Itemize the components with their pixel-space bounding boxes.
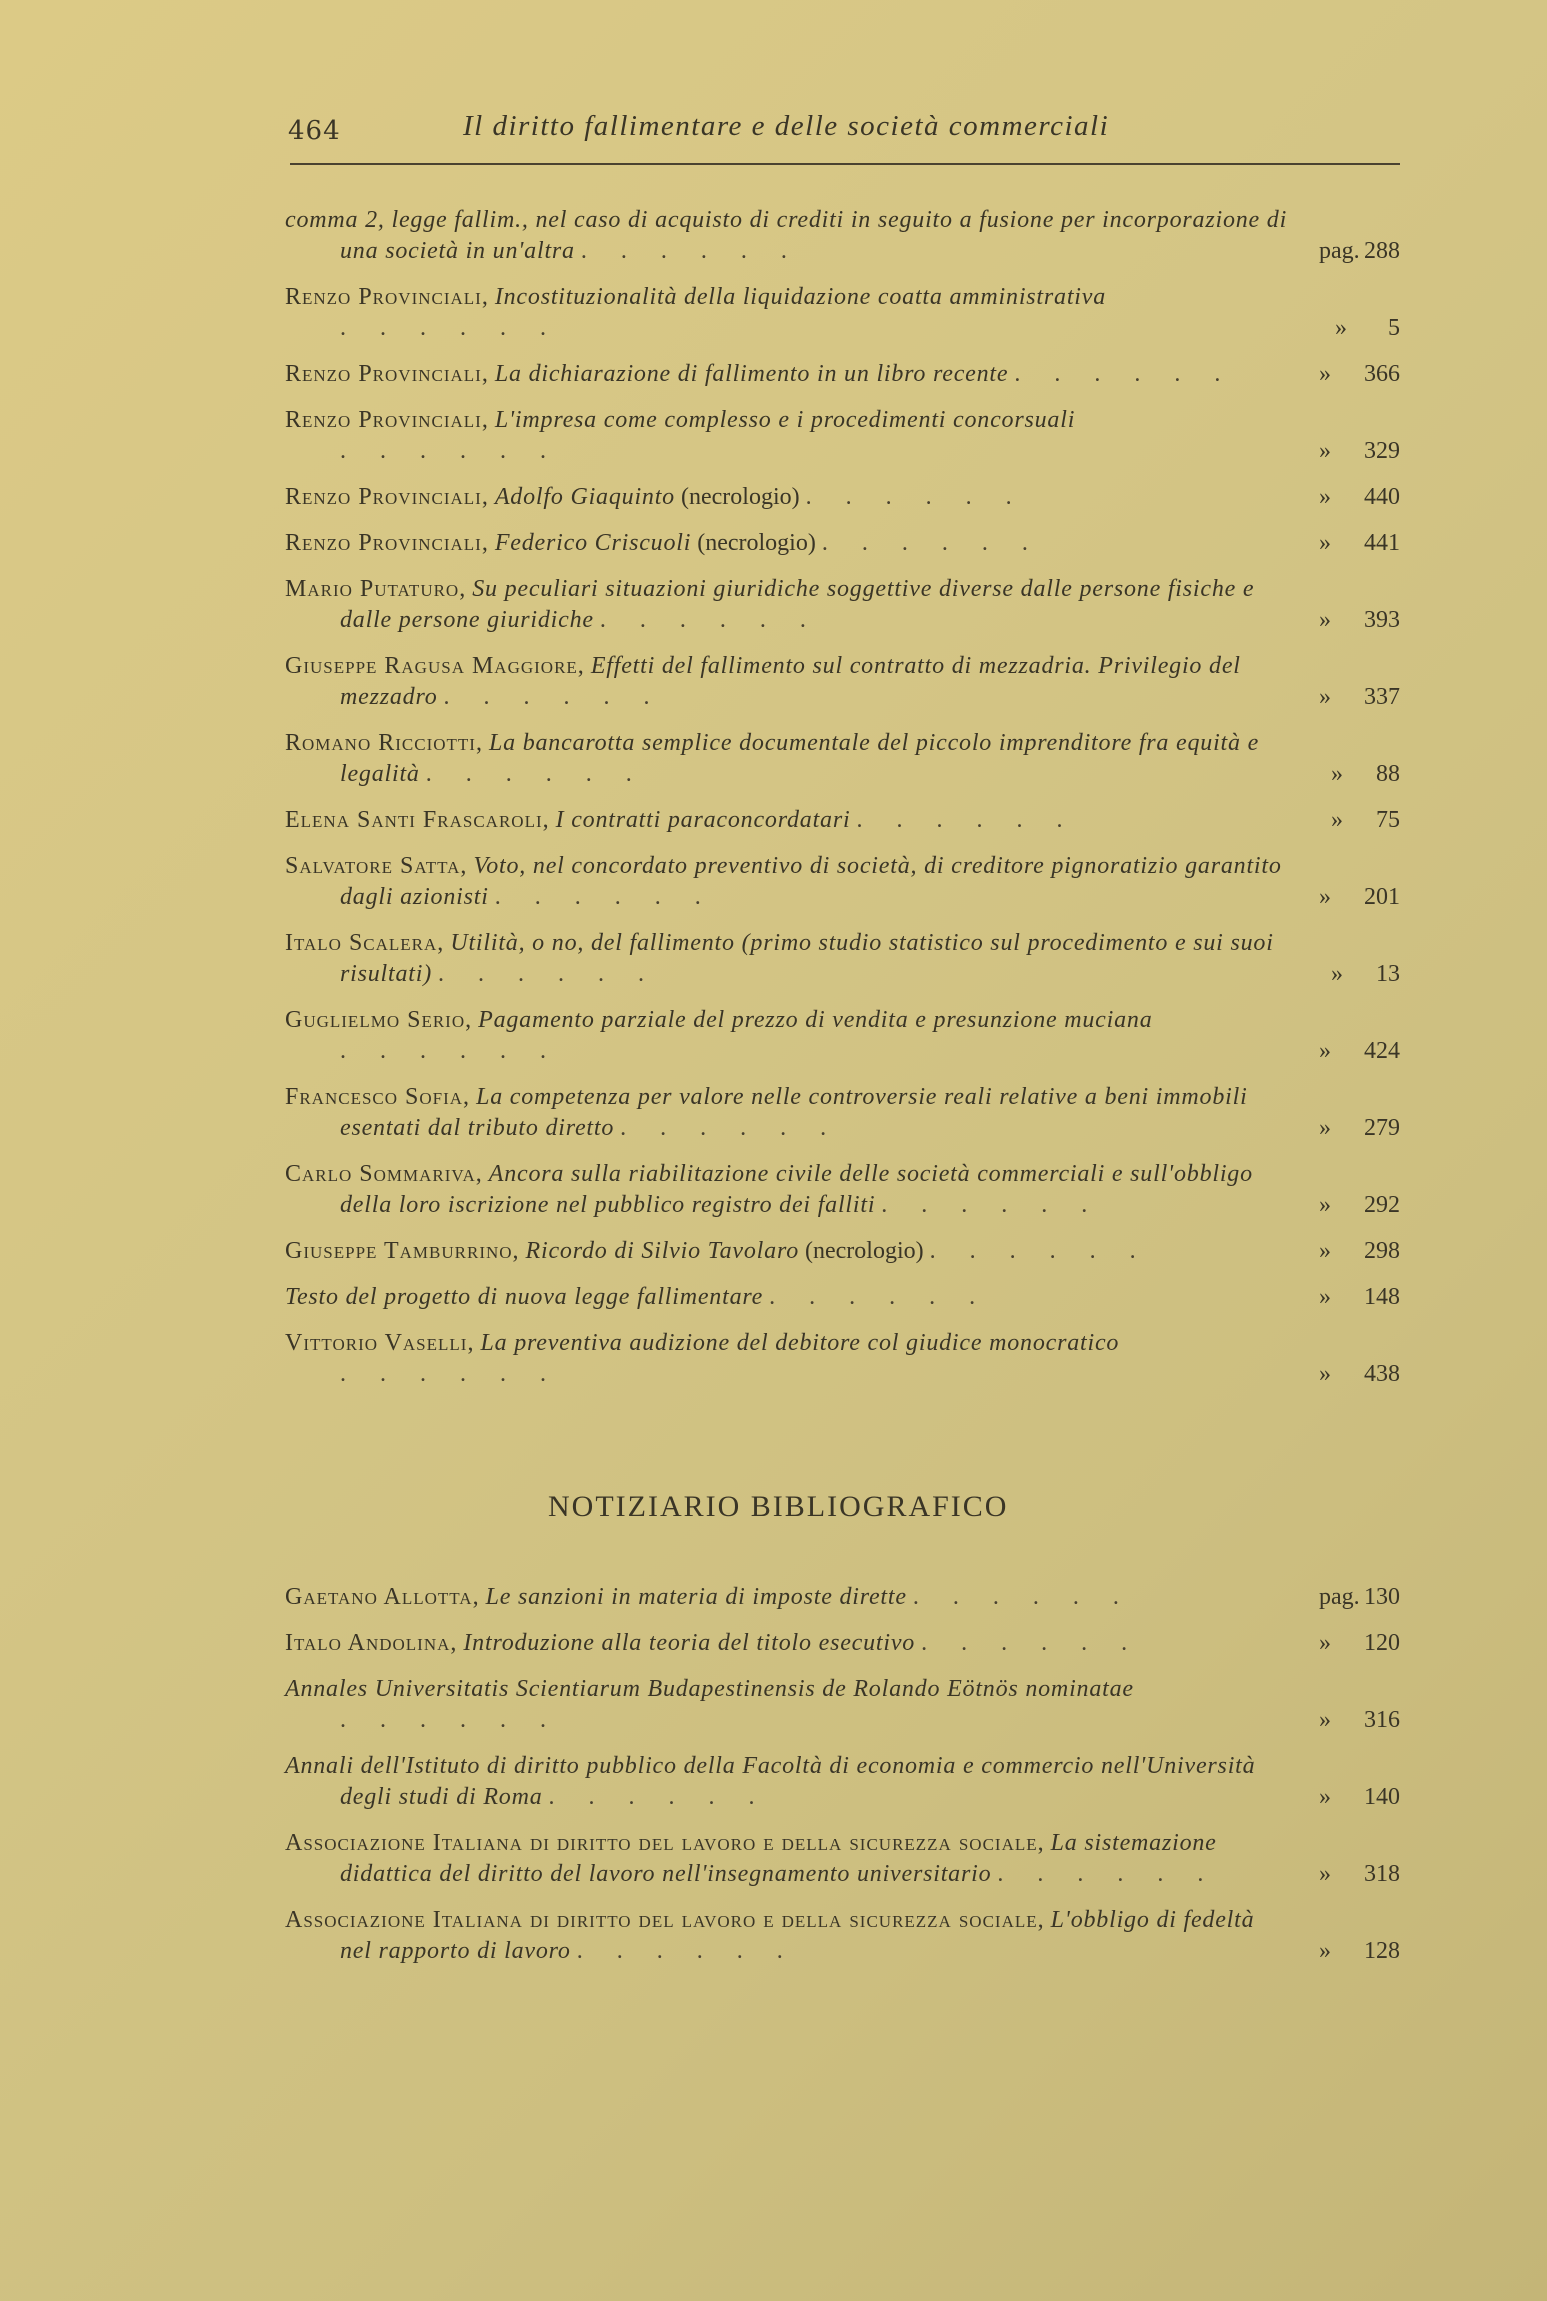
entry-page [1289,236,1400,267]
index-entry [285,1905,1400,1967]
entry-title: comma 2, legge fallim., nel caso di acquisto di crediti in seguito a fusione per incorporazione di una società in un'altra [285,207,1288,264]
index-list [285,205,1400,1405]
page-ref: 424 [1364,1038,1400,1064]
index-entry [285,728,1400,790]
entry-author: Renzo Provinciali, [285,284,489,310]
index-entry [285,405,1400,467]
dot-leader: . . . . . . [340,438,560,464]
page-ref: 441 [1364,530,1400,556]
page-ref: 288 [1364,238,1400,264]
entry-page [1301,805,1400,836]
entry-title: Annali dell'Istituto di diritto pubblico della Facoltà di economia e commercio nell'Università degli studi di Roma [285,1753,1256,1810]
entry-title: Effetti del fallimento sul contratto di mezzadria. Privilegio del mezzadro [340,653,1241,710]
page-ref: 5 [1388,315,1400,341]
entry-title: La competenza per valore nelle controversie reali relative a beni immobili esentati dal tributo diretto [340,1084,1248,1141]
running-header [288,108,1248,158]
entry-page [1301,759,1400,790]
entry-title: Ricordo di Silvio Tavolaro [525,1238,799,1264]
entry-page [1289,882,1400,913]
dot-leader: . . . . . . [580,238,801,264]
entry-text [285,205,1289,267]
entry-title: La dichiarazione di fallimento in un libro recente [494,361,1009,387]
entry-author: Carlo Sommariva, [285,1161,483,1187]
index-entry [285,1282,1400,1313]
page-prefix: » [1319,1361,1331,1387]
entry-text [285,359,1289,390]
entry-page [1289,1582,1400,1613]
dot-leader: . . . . . . [856,807,1077,833]
page-ref: 316 [1364,1707,1400,1733]
bibliography-list [285,1582,1400,1982]
entry-author: Associazione Italiana di diritto del lavoro e della sicurezza sociale, [285,1907,1045,1933]
index-entry [285,1628,1400,1659]
index-entry [285,1751,1400,1813]
dot-leader: . . . . . . [881,1192,1102,1218]
entry-page [1289,528,1400,559]
entry-author: Gaetano Allotta, [285,1584,480,1610]
entry-page [1301,959,1400,990]
dot-leader: . . . . . . [340,1707,560,1733]
entry-note: (necrologio) [697,530,816,556]
page-number: 464 [288,116,341,146]
dot-leader: . . . . . . [494,884,715,910]
header-rule [290,163,1400,165]
dot-leader: . . . . . . [438,961,659,987]
page-prefix: » [1319,1630,1331,1656]
dot-leader: . . . . . . [921,1630,1142,1656]
dot-leader: . . . . . . [548,1784,769,1810]
entry-title: Le sanzioni in materia di imposte dirette [485,1584,907,1610]
entry-text [285,1236,1289,1267]
page-ref: 140 [1364,1784,1400,1810]
entry-title: Incostituzionalità della liquidazione coatta amministrativa [494,284,1107,310]
page-ref: 120 [1364,1630,1400,1656]
entry-title: Utilità, o no, del fallimento (primo studio statistico sul procedimento e sui suoi risultati) [340,930,1274,987]
page-prefix: pag. [1319,1584,1360,1610]
entry-title: La sistemazione didattica del diritto del lavoro nell'insegnamento universitario [340,1830,1217,1887]
entry-text [285,728,1301,790]
entry-author: Vittorio Vaselli, [285,1330,475,1356]
dot-leader: . . . . . . [340,1361,560,1387]
index-entry [285,1005,1400,1067]
index-entry [285,1236,1400,1267]
dot-leader: . . . . . . [576,1938,797,1964]
page-prefix: » [1319,1784,1331,1810]
entry-text [285,1905,1289,1967]
entry-text [285,1628,1289,1659]
dot-leader: . . . . . . [340,1038,560,1064]
entry-page [1289,1236,1400,1267]
entry-title: I contratti paraconcordatari [555,807,851,833]
entry-author: Renzo Provinciali, [285,484,489,510]
entry-text [285,1159,1289,1221]
entry-note: (necrologio) [805,1238,924,1264]
page-prefix: » [1319,884,1331,910]
page-ref: 279 [1364,1115,1400,1141]
entry-page [1289,1190,1400,1221]
page-prefix: » [1319,438,1331,464]
page-prefix: » [1335,315,1347,341]
entry-title: Testo del progetto di nuova legge fallimentare [285,1284,764,1310]
dot-leader: . . . . . . [425,761,646,787]
page-ref: 130 [1364,1584,1400,1610]
page-ref: 292 [1364,1192,1400,1218]
page-prefix: » [1331,807,1343,833]
entry-title: Voto, nel concordato preventivo di società, di creditore pignoratizio garantito dagli azionisti [340,853,1282,910]
entry-title: La bancarotta semplice documentale del piccolo imprenditore fra equità e legalità [340,730,1260,787]
page-prefix: » [1319,1038,1331,1064]
dot-leader: . . . . . . [340,315,560,341]
entry-page [1289,1359,1400,1390]
entry-author: Renzo Provinciali, [285,407,489,433]
index-entry [285,1328,1400,1390]
entry-note: (necrologio) [680,484,800,510]
dot-leader: . . . . . . [912,1584,1133,1610]
index-entry [285,282,1400,344]
entry-text [285,1082,1289,1144]
entry-text [285,1674,1289,1736]
dot-leader: . . . . . . [1014,361,1235,387]
entry-title: Su peculiari situazioni giuridiche soggettive diverse dalle persone fisiche e dalle persone giuridiche [340,576,1255,633]
page-prefix: » [1319,530,1331,556]
entry-page [1289,1782,1400,1813]
index-entry [285,1828,1400,1890]
dot-leader: . . . . . . [821,530,1042,556]
index-entry [285,928,1400,990]
entry-text [285,1282,1289,1313]
entry-title: Ancora sulla riabilitazione civile delle società commerciali e sull'obbligo della loro iscrizione nel pubblico registro dei falliti [340,1161,1253,1218]
page-ref: 337 [1364,684,1400,710]
index-entry [285,1082,1400,1144]
page-ref: 438 [1364,1361,1400,1387]
index-entry [285,851,1400,913]
entry-text [285,482,1289,513]
entry-title: Annales Universitatis Scientiarum Budapestinensis de Rolando Eötnös nominatae [285,1676,1134,1702]
index-entry [285,805,1400,836]
entry-author: Francesco Sofia, [285,1084,471,1110]
page-ref: 440 [1364,484,1400,510]
index-entry [285,1582,1400,1613]
entry-page [1289,359,1400,390]
page-ref: 128 [1364,1938,1400,1964]
index-entry [285,482,1400,513]
dot-leader: . . . . . . [997,1861,1218,1887]
dot-leader: . . . . . . [443,684,664,710]
entry-author: Renzo Provinciali, [285,530,489,556]
section-heading: NOTIZIARIO BIBLIOGRAFICO [548,1490,1009,1523]
entry-page [1289,1936,1400,1967]
entry-author: Renzo Provinciali, [285,361,489,387]
entry-page [1289,482,1400,513]
entry-text [285,1751,1289,1813]
entry-title: Introduzione alla teoria del titolo esecutivo [463,1630,916,1656]
entry-author: Elena Santi Frascaroli, [285,807,550,833]
entry-author: Italo Scalera, [285,930,445,956]
entry-page [1289,605,1400,636]
index-entry [285,359,1400,390]
entry-text [285,1582,1289,1613]
entry-text [285,405,1289,467]
entry-title: L'impresa come complesso e i procedimenti concorsuali [494,407,1076,433]
page-prefix: » [1319,1238,1331,1264]
entry-author: Guglielmo Serio, [285,1007,473,1033]
page-prefix: » [1319,1284,1331,1310]
entry-text [285,805,1301,836]
entry-page [1289,1282,1400,1313]
index-entry [285,205,1400,267]
dot-leader: . . . . . . [769,1284,990,1310]
page-prefix: » [1319,684,1331,710]
page-ref: 13 [1376,961,1400,987]
entry-text [285,1005,1289,1067]
page-prefix: » [1331,961,1343,987]
entry-author: Mario Putaturo, [285,576,467,602]
index-entry [285,1159,1400,1221]
dot-leader: . . . . . . [620,1115,841,1141]
entry-page [1289,1859,1400,1890]
page-ref: 366 [1364,361,1400,387]
page-prefix: » [1319,607,1331,633]
entry-title: La preventiva audizione del debitore col giudice monocratico [480,1330,1120,1356]
entry-page [1305,313,1400,344]
entry-page [1289,1705,1400,1736]
entry-author: Romano Ricciotti, [285,730,483,756]
page-ref: 88 [1376,761,1400,787]
entry-title: Adolfo Giaquinto [494,484,675,510]
entry-author: Giuseppe Tamburrino, [285,1238,520,1264]
entry-author: Associazione Italiana di diritto del lavoro e della sicurezza sociale, [285,1830,1045,1856]
page-prefix: » [1319,361,1331,387]
index-entry [285,651,1400,713]
page-ref: 393 [1364,607,1400,633]
entry-author: Giuseppe Ragusa Maggiore, [285,653,585,679]
page-prefix: » [1319,1938,1331,1964]
entry-author: Salvatore Satta, [285,853,468,879]
index-entry [285,528,1400,559]
page-ref: 318 [1364,1861,1400,1887]
entry-title: L'obbligo di fedeltà nel rapporto di lavoro [340,1907,1255,1964]
page-prefix: » [1319,1115,1331,1141]
page-prefix: » [1319,484,1331,510]
entry-title: Federico Criscuoli [494,530,692,556]
entry-page [1289,436,1400,467]
dot-leader: . . . . . . [805,484,1026,510]
entry-author: Italo Andolina, [285,1630,458,1656]
page-prefix: » [1319,1707,1331,1733]
page-ref: 75 [1376,807,1400,833]
dot-leader: . . . . . . [599,607,820,633]
index-entry [285,1674,1400,1736]
index-entry [285,574,1400,636]
entry-page [1289,1628,1400,1659]
page-prefix: pag. [1319,238,1360,264]
entry-text [285,851,1289,913]
page-ref: 201 [1364,884,1400,910]
entry-text [285,928,1301,990]
entry-page [1289,682,1400,713]
entry-page [1289,1113,1400,1144]
page-ref: 298 [1364,1238,1400,1264]
page-prefix: » [1319,1192,1331,1218]
entry-text [285,574,1289,636]
entry-text [285,282,1305,344]
dot-leader: . . . . . . [929,1238,1150,1264]
page-ref: 148 [1364,1284,1400,1310]
entry-text [285,528,1289,559]
page-prefix: » [1319,1861,1331,1887]
entry-page [1289,1036,1400,1067]
entry-text [285,1828,1289,1890]
page-prefix: » [1331,761,1343,787]
entry-text [285,1328,1289,1390]
entry-text [285,651,1289,713]
running-title: Il diritto fallimentare e delle società commerciali [463,110,1110,142]
entry-title: Pagamento parziale del prezzo di vendita e presunzione muciana [478,1007,1153,1033]
page-ref: 329 [1364,438,1400,464]
